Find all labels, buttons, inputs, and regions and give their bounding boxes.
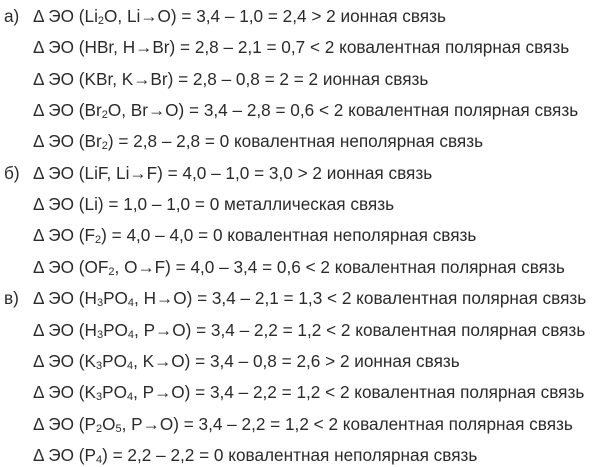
formula-segment: Δ ЭО (H: [33, 319, 97, 340]
subscript: 3: [96, 359, 103, 372]
subscript: 2: [97, 15, 105, 27]
formula-text: [33, 161, 432, 185]
section-label: а): [4, 6, 20, 26]
formula-segment: Δ ЭО (K: [33, 382, 96, 403]
formula-text: [33, 67, 428, 91]
formula-segment: Δ ЭО (OF: [33, 256, 109, 277]
subscript: 4: [126, 391, 134, 404]
formula-segment: , H→O) = 3,4 – 2,1 = 1,3 < 2 ковалентная полярная связь: [134, 288, 587, 309]
formula-segment: O: [102, 413, 116, 434]
formula-segment: , K→O) = 3,4 – 0,8 = 2,6 > 2 ионная связь: [133, 350, 460, 371]
subscript: 2: [96, 422, 103, 435]
formula-text: [33, 4, 446, 28]
formula-segment: O, Li→O) = 3,4 – 1,0 = 2,4 > 2 ионная связь: [104, 6, 446, 26]
formula-segment: Δ ЭО (KBr, K→Br) = 2,8 – 0,8 = 2 = 2 ионная связь: [33, 68, 429, 89]
formula-segment: PO: [102, 350, 127, 371]
formula-segment: PO: [103, 319, 128, 340]
formula-segment: Δ ЭО (H: [33, 288, 97, 309]
formula-segment: Δ ЭО (HBr, H→Br) = 2,8 – 2,1 = 0,7 < 2 ковалентная полярная связь: [33, 37, 570, 58]
formula-text: [33, 98, 578, 122]
formula-segment: Δ ЭО (P: [33, 444, 96, 465]
formula-text: [33, 286, 586, 310]
formula-segment: , P→O) = 3,4 – 2,2 = 1,2 < 2 ковалентная полярная связь: [133, 382, 585, 403]
formula-text: [33, 349, 460, 373]
formula-segment: , P→O) = 3,4 – 2,2 = 1,2 < 2 ковалентная полярная связь: [134, 319, 586, 340]
formula-segment: O, Br→O) = 3,4 – 2,8 = 0,6 < 2 ковалентная полярная связь: [107, 100, 579, 121]
formula-text: [33, 318, 585, 342]
subscript: 4: [126, 359, 134, 372]
formula-segment: Δ ЭО (Li) = 1,0 – 1,0 = 0 металлическая связь: [33, 194, 395, 215]
formula-segment: ) = 2,2 – 2,2 = 0 ковалентная неполярная связь: [102, 444, 478, 465]
subscript: 2: [101, 109, 108, 122]
subscript: 3: [96, 328, 104, 341]
formula-segment: Δ ЭО (F: [33, 225, 96, 246]
section-label: б): [4, 162, 20, 183]
subscript: 3: [96, 391, 103, 404]
subscript: 4: [127, 328, 135, 341]
formula-segment: ) = 4,0 – 4,0 = 0 ковалентная неполярная связь: [101, 225, 477, 246]
formula-text: [33, 223, 476, 247]
subscript: 4: [96, 453, 103, 466]
formula-text: [33, 255, 565, 279]
subscript: 5: [115, 422, 122, 435]
formula-segment: Δ ЭО (P: [33, 413, 96, 434]
formula-segment: ) = 2,8 – 2,8 = 0 ковалентная неполярная связь: [107, 131, 484, 152]
formula-segment: , P→O) = 3,4 – 2,2 = 1,2 < 2 ковалентная полярная связь: [121, 413, 573, 434]
section-label: в): [4, 288, 19, 309]
formula-text: [33, 35, 569, 59]
formula-text: [33, 380, 584, 404]
formula-segment: PO: [102, 382, 127, 403]
subscript: 2: [108, 265, 115, 278]
formula-segment: PO: [103, 288, 128, 309]
formula-text: [33, 412, 573, 436]
formula-segment: Δ ЭО (LiF, Li→F) = 4,0 – 1,0 = 3,0 > 2 ионная связь: [33, 162, 433, 183]
formula-text: [33, 192, 394, 216]
formula-segment: Δ ЭО (Br: [33, 100, 102, 121]
subscript: 2: [101, 140, 108, 153]
formula-text: [33, 443, 477, 467]
formula-segment: Δ ЭО (Li: [33, 6, 98, 26]
formula-segment: Δ ЭО (K: [33, 350, 96, 371]
subscript: 4: [127, 297, 135, 310]
formula-segment: , O→F) = 4,0 – 3,4 = 0,6 < 2 ковалентная полярная связь: [114, 256, 565, 277]
subscript: 2: [95, 234, 102, 247]
formula-segment: Δ ЭО (Br: [33, 131, 102, 152]
formula-text: [33, 129, 483, 153]
subscript: 3: [96, 297, 104, 310]
